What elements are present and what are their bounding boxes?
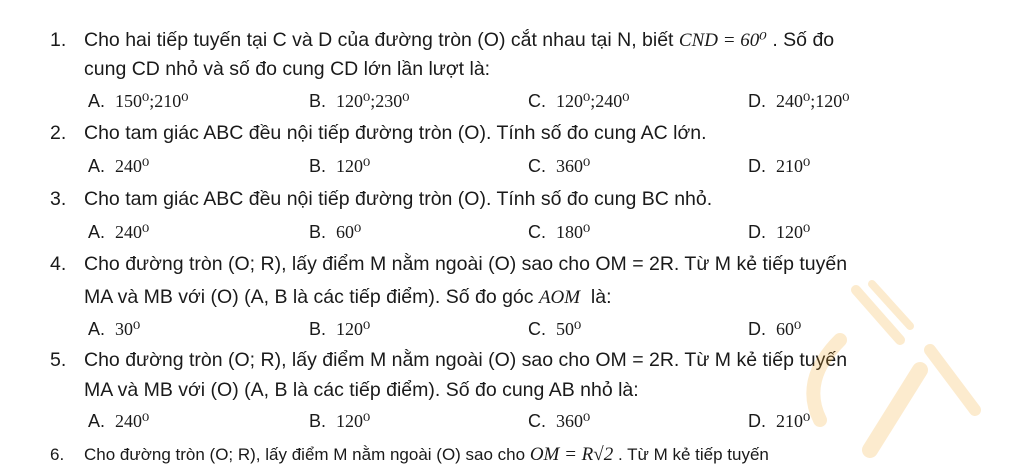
option-letter: B. xyxy=(309,319,327,339)
option-letter: A. xyxy=(88,91,106,111)
question-6-text-pre: Cho đường tròn (O; R), lấy điểm M nằm ngoài (O) sao cho xyxy=(84,445,530,464)
question-3-option-d[interactable] xyxy=(748,220,810,244)
question-2-option-b[interactable] xyxy=(309,154,370,178)
option-letter: C. xyxy=(528,91,546,111)
watermark-stroke xyxy=(872,284,910,326)
question-4-math: AOM xyxy=(538,287,581,308)
option-value: 240⁰ xyxy=(115,222,150,242)
question-3-text: Cho tam giác ABC đều nội tiếp đường tròn (O). Tính số đo cung BC nhỏ. xyxy=(84,188,713,210)
option-value: 60⁰ xyxy=(336,222,362,242)
question-1-line-2: cung CD nhỏ và số đo cung CD lớn lần lượt là: xyxy=(84,58,491,80)
option-letter: A. xyxy=(88,319,106,339)
question-1-option-c[interactable] xyxy=(528,89,629,113)
question-2-option-c[interactable] xyxy=(528,154,590,178)
question-2-option-a[interactable] xyxy=(88,154,149,178)
question-1-text-pre: Cho hai tiếp tuyến tại C và D của đường tròn (O) cắt nhau tại N, biết xyxy=(84,29,679,51)
question-6-line-1 xyxy=(50,443,769,467)
question-5-option-d[interactable] xyxy=(748,409,810,433)
option-letter: D. xyxy=(748,91,766,111)
option-value: 240⁰ xyxy=(115,411,150,431)
option-value: 120⁰ xyxy=(336,319,371,339)
question-4-text: Cho đường tròn (O; R), lấy điểm M nằm ngoài (O) sao cho OM = 2R. Từ M kẻ tiếp tuyến xyxy=(84,253,848,275)
option-letter: D. xyxy=(748,319,766,339)
option-letter: B. xyxy=(309,156,327,176)
question-2-number: 2. xyxy=(50,122,67,144)
option-value: 360⁰ xyxy=(556,156,591,176)
question-5-line-1 xyxy=(50,348,847,372)
option-value: 120⁰ xyxy=(336,156,371,176)
option-value: 240⁰ xyxy=(115,156,150,176)
question-5-text: Cho đường tròn (O; R), lấy điểm M nằm ngoài (O) sao cho OM = 2R. Từ M kẻ tiếp tuyến xyxy=(84,349,848,371)
option-value: 360⁰ xyxy=(556,411,591,431)
question-3-option-a[interactable] xyxy=(88,220,149,244)
question-4-option-c[interactable] xyxy=(528,317,581,341)
question-4-line-2 xyxy=(84,285,612,310)
watermark-stroke xyxy=(856,290,900,340)
option-letter: C. xyxy=(528,319,546,339)
watermark-stroke xyxy=(930,350,975,410)
question-4-text-pre: MA và MB với (O) (A, B là các tiếp điểm). Số đo góc xyxy=(84,286,539,308)
question-6-math: OM = R√2 xyxy=(529,444,614,465)
option-letter: C. xyxy=(528,156,546,176)
option-letter: B. xyxy=(309,222,327,242)
question-4-text-post: là: xyxy=(580,286,612,308)
question-1-option-b[interactable] xyxy=(309,89,409,113)
question-2-text: Cho tam giác ABC đều nội tiếp đường tròn (O). Tính số đo cung AC lớn. xyxy=(84,122,707,144)
question-3-number: 3. xyxy=(50,188,67,210)
option-letter: B. xyxy=(309,411,327,431)
option-value: 30⁰ xyxy=(115,319,141,339)
question-4-option-b[interactable] xyxy=(309,317,370,341)
question-4-number: 4. xyxy=(50,253,67,275)
option-letter: A. xyxy=(88,222,106,242)
option-letter: A. xyxy=(88,156,106,176)
question-1-line-1 xyxy=(50,28,834,53)
question-5-line-2: MA và MB với (O) (A, B là các tiếp điểm). Số đo cung AB nhỏ là: xyxy=(84,379,639,401)
question-4-option-d[interactable] xyxy=(748,317,801,341)
question-3-option-b[interactable] xyxy=(309,220,361,244)
question-5-number: 5. xyxy=(50,349,67,371)
option-value: 120⁰;240⁰ xyxy=(556,91,630,111)
question-2-line-1 xyxy=(50,121,707,145)
question-3-line-1 xyxy=(50,187,712,211)
option-letter: C. xyxy=(528,411,546,431)
option-value: 120⁰ xyxy=(776,222,811,242)
option-value: 60⁰ xyxy=(776,319,802,339)
option-value: 150⁰;210⁰ xyxy=(115,91,189,111)
question-6-text-post: . Từ M kẻ tiếp tuyến xyxy=(613,445,769,464)
question-5-option-a[interactable] xyxy=(88,409,149,433)
question-6-number: 6. xyxy=(50,445,65,464)
question-3-option-c[interactable] xyxy=(528,220,590,244)
option-value: 180⁰ xyxy=(556,222,591,242)
question-4-option-a[interactable] xyxy=(88,317,140,341)
option-letter: C. xyxy=(528,222,546,242)
question-1-text-post: . Số đo xyxy=(766,29,835,51)
question-4-line-1 xyxy=(50,252,847,276)
question-1-option-d[interactable] xyxy=(748,89,849,113)
option-letter: D. xyxy=(748,411,766,431)
option-letter: D. xyxy=(748,156,766,176)
option-value: 210⁰ xyxy=(776,411,811,431)
option-value: 120⁰;230⁰ xyxy=(336,91,410,111)
watermark-stroke xyxy=(870,370,920,450)
option-value: 210⁰ xyxy=(776,156,811,176)
question-2-option-d[interactable] xyxy=(748,154,810,178)
question-1-math: CND = 60⁰ xyxy=(678,30,767,51)
option-letter: A. xyxy=(88,411,106,431)
question-1-number: 1. xyxy=(50,29,67,51)
question-1-option-a[interactable] xyxy=(88,89,188,113)
option-value: 50⁰ xyxy=(556,319,582,339)
option-letter: D. xyxy=(748,222,766,242)
option-letter: B. xyxy=(309,91,327,111)
option-value: 120⁰ xyxy=(336,411,371,431)
question-5-option-b[interactable] xyxy=(309,409,370,433)
option-value: 240⁰;120⁰ xyxy=(776,91,850,111)
question-5-option-c[interactable] xyxy=(528,409,590,433)
